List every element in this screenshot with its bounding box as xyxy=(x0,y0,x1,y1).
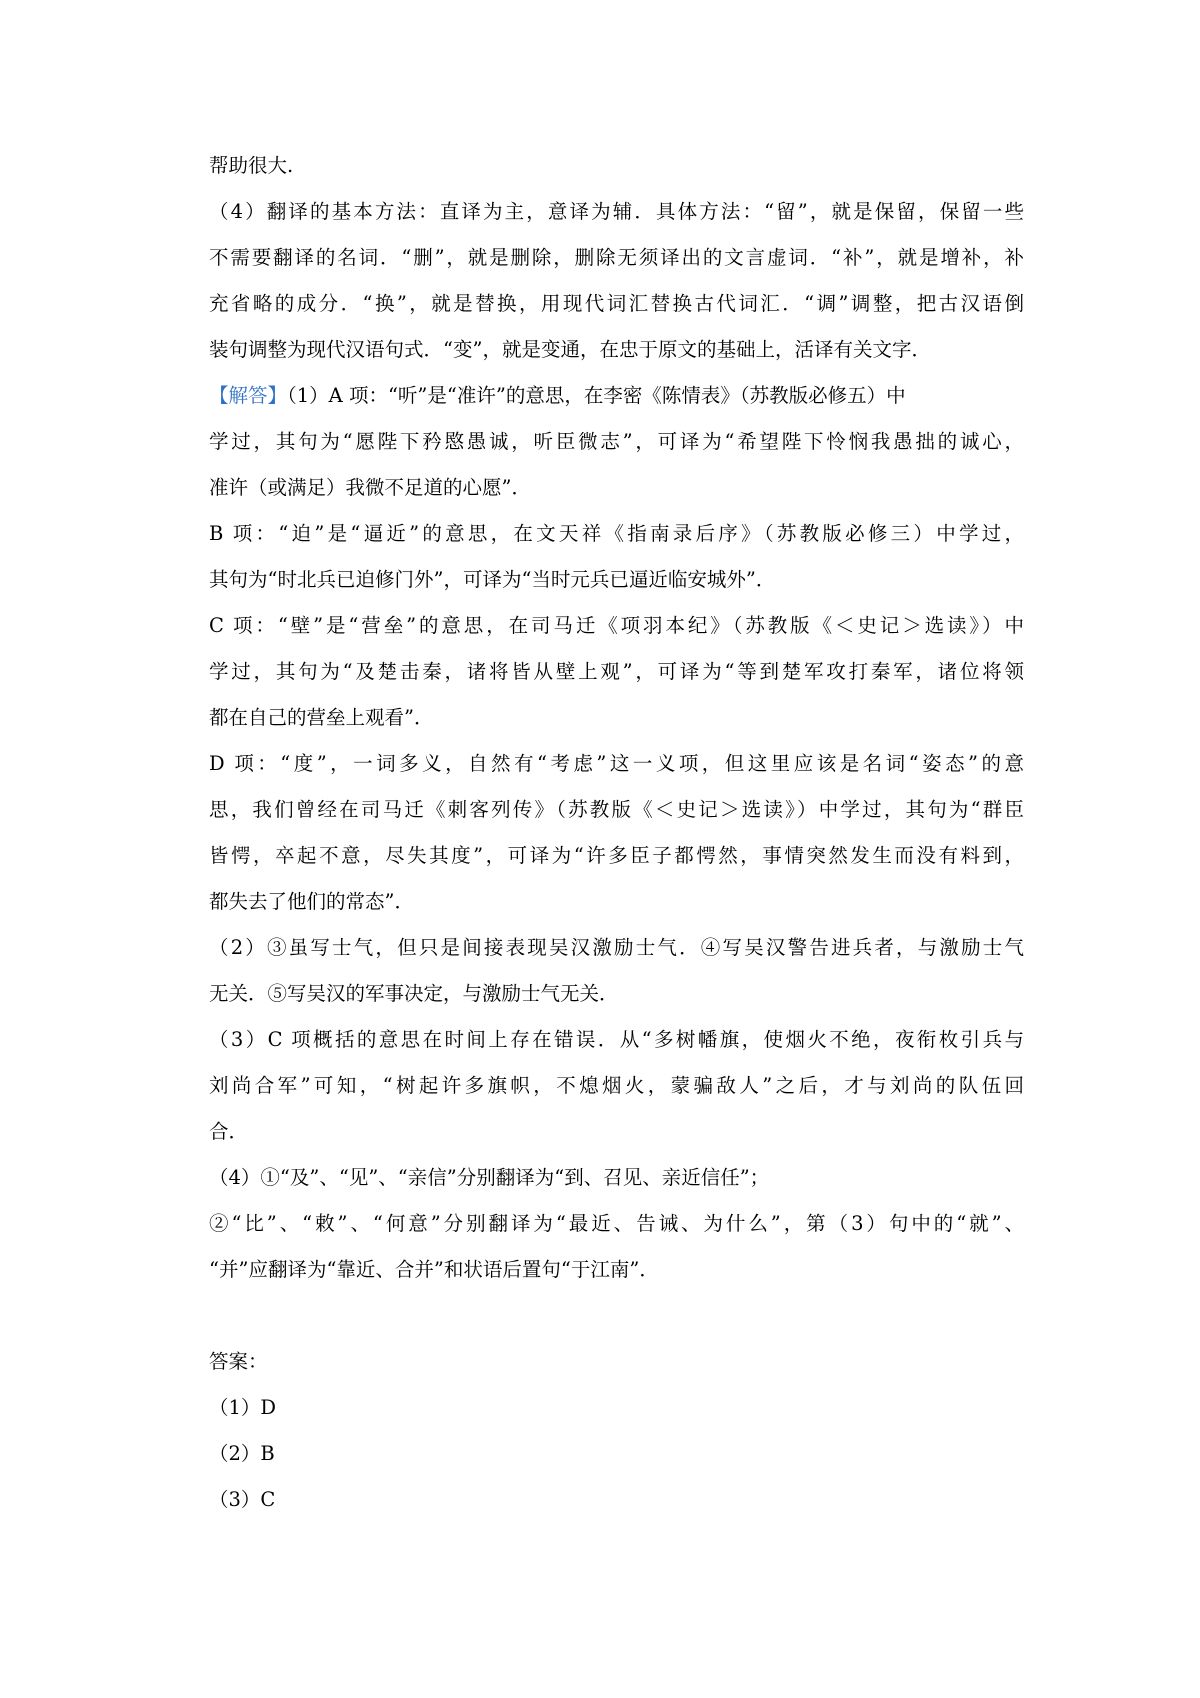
text-line: 都失去了他们的常态”． xyxy=(209,890,414,913)
text-line: C 项：“壁”是“营垒”的意思，在司马迁《项羽本纪》（苏教版《＜史记＞选读》）中 xyxy=(209,614,1024,637)
text-line: 都在自己的营垒上观看”． xyxy=(209,706,434,729)
text-line: （1）A 项：“听”是“准许”的意思，在李密《陈情表》（苏教版必修五）中 xyxy=(287,384,906,407)
answer-item: （2）B xyxy=(209,1442,275,1465)
text-line: B 项：“迫”是“逼近”的意思，在文天祥《指南录后序》（苏教版必修三）中学过， xyxy=(209,522,1024,545)
text-line: 合． xyxy=(209,1120,249,1143)
text-line: 学过，其句为“愿陛下矜愍愚诚，听臣微志”，可译为“希望陛下怜悯我愚拙的诚心， xyxy=(209,430,1024,453)
text-line: “并”应翻译为“靠近、合并”和状语后置句“于江南”． xyxy=(209,1258,659,1281)
text-line: 装句调整为现代汉语句式．“变”，就是变通，在忠于原文的基础上，活译有关文字． xyxy=(209,338,931,361)
text-line: 帮助很大. xyxy=(209,154,294,177)
answer-item: （1）D xyxy=(209,1396,277,1419)
text-line: 皆愕，卒起不意，尽失其度”，可译为“许多臣子都愕然，事情突然发生而没有料到， xyxy=(209,844,1024,867)
text-line: （3）C 项概括的意思在时间上存在错误．从“多树幡旗，使烟火不绝，夜衔枚引兵与 xyxy=(209,1028,1024,1051)
answer-line xyxy=(209,381,1024,411)
text-line: 其句为“时北兵已迫修门外”，可译为“当时元兵已逼近临安城外”． xyxy=(209,568,776,591)
text-line: 不需要翻译的名词．“删”，就是删除，删除无须译出的文言虚词．“补”，就是增补，补 xyxy=(209,246,1024,269)
answer-heading: 答案： xyxy=(209,1350,268,1373)
text-line: 无关．⑤写吴汉的军事决定，与激励士气无关． xyxy=(209,982,619,1005)
text-line: 思，我们曾经在司马迁《刺客列传》（苏教版《＜史记＞选读》）中学过，其句为“群臣 xyxy=(209,798,1024,821)
text-line: （4）①“及”、“见”、“亲信”分别翻译为“到、召见、亲近信任”； xyxy=(209,1166,770,1189)
text-line: 学过，其句为“及楚击秦，诸将皆从壁上观”，可译为“等到楚军攻打秦军，诸位将领 xyxy=(209,660,1024,683)
text-line: （4）翻译的基本方法：直译为主，意译为辅．具体方法：“留”，就是保留，保留一些 xyxy=(209,200,1024,223)
text-line: （2）③虽写士气，但只是间接表现吴汉激励士气．④写吴汉警告进兵者，与激励士气 xyxy=(209,936,1024,959)
text-line: 充省略的成分．“换”，就是替换，用现代词汇替换古代词汇．“调”调整，把古汉语倒 xyxy=(209,292,1024,315)
text-line: 刘尚合军”可知，“树起许多旗帜，不熄烟火，蒙骗敌人”之后，才与刘尚的队伍回 xyxy=(209,1074,1024,1097)
answer-item: （3）C xyxy=(209,1488,276,1511)
text-line: D 项：“度”，一词多义，自然有“考虑”这一义项，但这里应该是名词“姿态”的意 xyxy=(209,752,1024,775)
text-line: 准许（或满足）我微不足道的心愿”． xyxy=(209,476,531,499)
answer-tag: 【解答】 xyxy=(209,384,288,407)
text-line: ②“比”、“敕”、“何意”分别翻译为“最近、告诫、为什么”，第（3）句中的“就”、 xyxy=(209,1212,1024,1235)
